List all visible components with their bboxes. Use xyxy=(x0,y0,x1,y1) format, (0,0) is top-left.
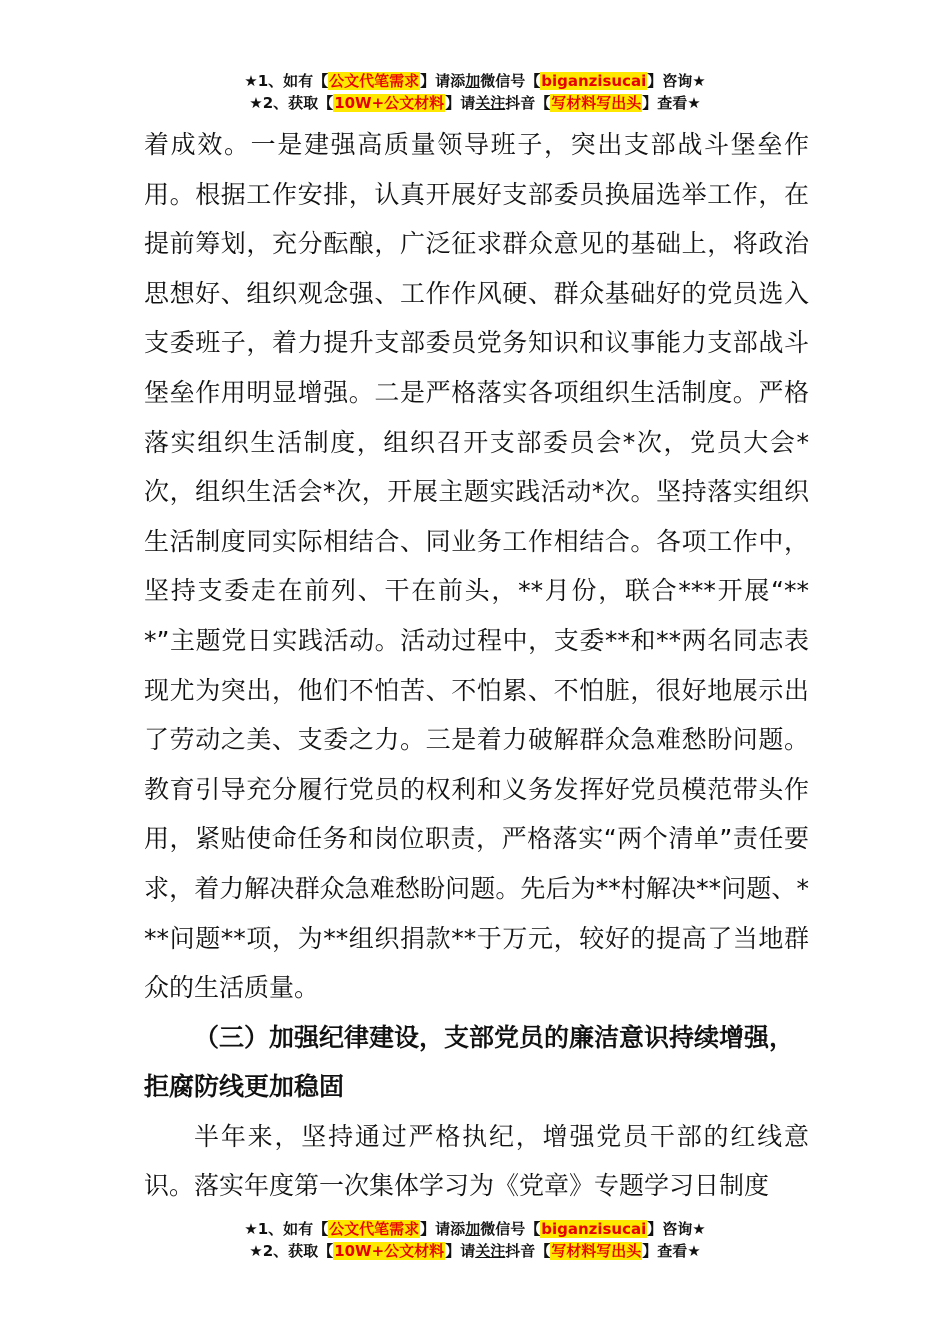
section-heading-3: （三）加强纪律建设，支部党员的廉洁意识持续增强，拒腐防线更加稳固 xyxy=(144,1022,795,1102)
paragraph-1: 着成效。一是建强高质量领导班子，突出支部战斗堡垒作用。根据工作安排，认真开展好支部委员换届选举工作，在提前筹划，充分酝酿，广泛征求群众意见的基础上，将政治思想好、组织观念强、工作作风硬、群众基础好的党员选入支委班子，着力提升支部委员党务知识和议事能力支部战斗堡垒作用明显增强。二是严格落实各项组织生活制度。严格落实组织生活制度，组织召开支部委员会*次，党员大会*次，组织生活会*次，开展主题实践活动*次。坚持落实组织生活制度同实际相结合、同业务工作相结合。各项工作中，坚持支委走在前列、干在前头，**月份，联合***开展“***”主题党日实践活动。活动过程中，支委**和**两名同志表现尤为突出，他们不怕苦、不怕累、不怕脏，很好地展示出了劳动之美、支委之力。三是着力破解群众急难愁盼问题。教育引导充分履行党员的权利和义务发挥好党员模范带头作用，紧贴使命任务和岗位职责，严格落实“两个清单”责任要求，着力解决群众急难愁盼问题。先后为**村解决**问题、***问题**项，为**组织捐款**于万元，较好的提高了当地群众的生活质量。 xyxy=(144,130,809,1003)
highlight-service: 公文代笔需求 xyxy=(329,1220,420,1238)
highlight-wechat-id: biganzisucai xyxy=(541,1220,647,1238)
banner-line-1: ★1、如有【公文代笔需求】请添加微信号【biganzisucai】咨询★ xyxy=(244,1220,706,1238)
bottom-banner xyxy=(0,1218,950,1262)
banner-line-1: ★1、如有【公文代笔需求】请添加微信号【biganzisucai】咨询★ xyxy=(244,72,706,90)
banner-line-2: ★2、获取【10W+公文材料】请关注抖音【写材料写出头】查看★ xyxy=(249,94,701,112)
highlight-materials: 10W+公文材料 xyxy=(334,1242,445,1260)
highlight-douyin: 写材料写出头 xyxy=(551,94,642,112)
highlight-materials: 10W+公文材料 xyxy=(334,94,445,112)
paragraph-2: 半年来，坚持通过严格执纪，增强党员干部的红线意识。落实年度第一次集体学习为《党章》专题学习日制度 xyxy=(144,1121,809,1201)
highlight-douyin: 写材料写出头 xyxy=(551,1242,642,1260)
top-banner xyxy=(0,70,950,114)
banner-line-2: ★2、获取【10W+公文材料】请关注抖音【写材料写出头】查看★ xyxy=(249,1242,701,1260)
highlight-service: 公文代笔需求 xyxy=(329,72,420,90)
document-body xyxy=(144,120,809,1211)
highlight-wechat-id: biganzisucai xyxy=(541,72,647,90)
